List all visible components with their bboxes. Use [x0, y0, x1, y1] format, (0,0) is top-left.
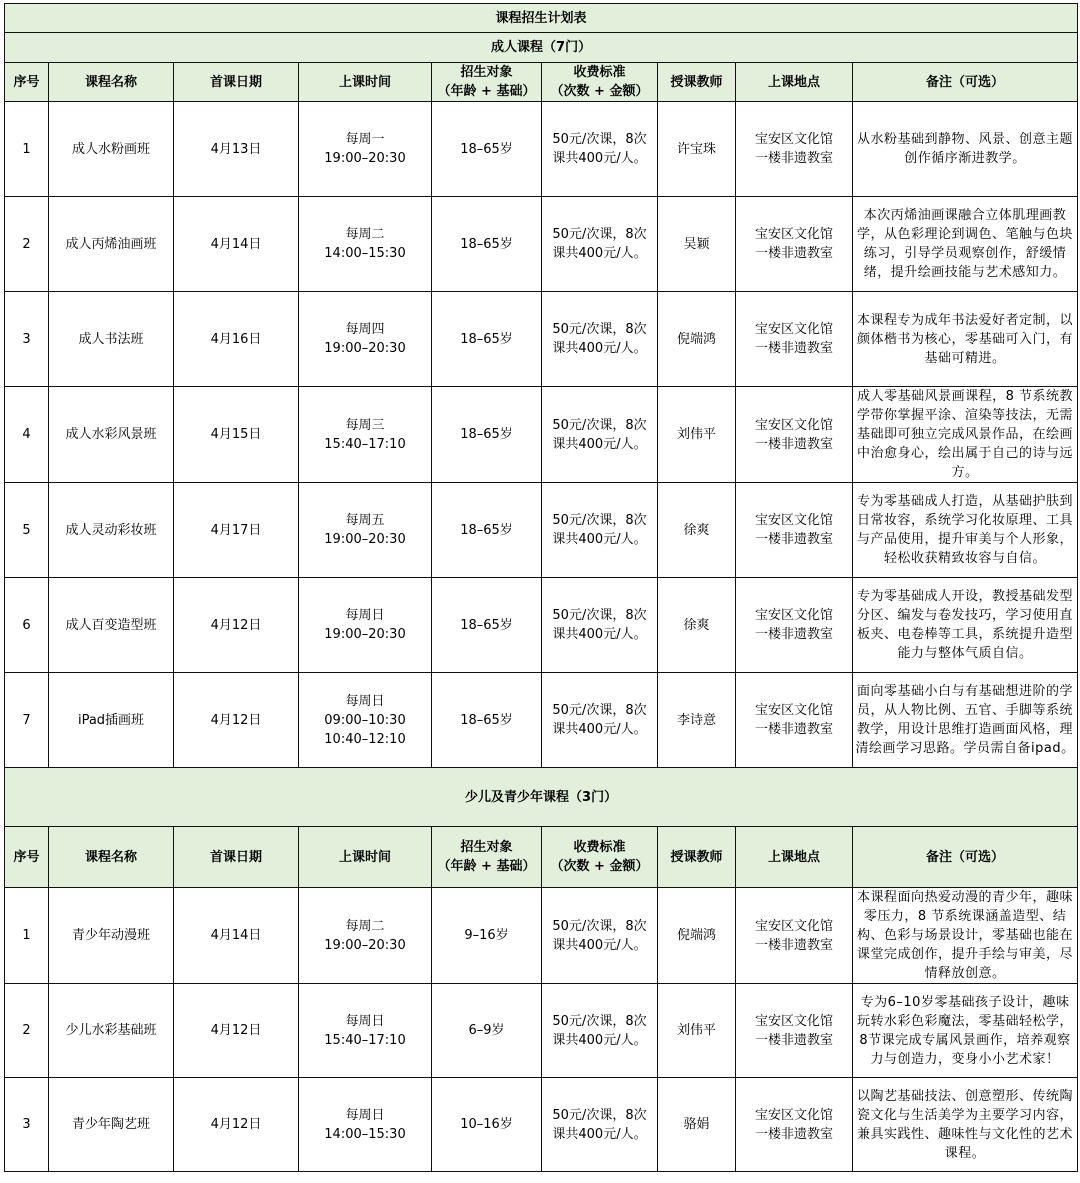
row-course-name: 成人丙烯油画班	[49, 197, 174, 292]
row-fee-line: 课共400元/人。	[552, 246, 647, 261]
row-teacher: 李诗意	[658, 673, 736, 768]
row-time-line: 19:00–20:30	[324, 341, 406, 356]
row-fee-line: 课共400元/人。	[552, 1032, 647, 1048]
row-time-line: 每周日	[345, 693, 385, 709]
header-target-line: （年龄 + 基础）	[437, 859, 536, 874]
row-location-line: 宝安区文化馆	[754, 1013, 833, 1029]
row-seq: 5	[5, 483, 49, 578]
row-location-line: 一楼非遗教室	[754, 1126, 833, 1142]
row-target: 18–65岁	[432, 578, 542, 673]
row-seq: 4	[5, 387, 49, 483]
row-fee-line: 50元/次课，8次	[552, 608, 647, 623]
row-teacher: 徐爽	[658, 483, 736, 578]
row-fee	[542, 673, 658, 768]
row-first-date: 4月14日	[174, 197, 299, 292]
row-time	[299, 888, 432, 984]
row-seq: 1	[5, 102, 49, 197]
row-time	[299, 387, 432, 483]
section-title: 成人课程（7门）	[5, 33, 1078, 63]
header-target-line: 招生对象	[460, 840, 513, 855]
row-target: 9–16岁	[432, 888, 542, 984]
row-teacher: 刘伟平	[658, 387, 736, 483]
row-time-line: 19:00–20:30	[324, 937, 406, 953]
row-fee	[542, 578, 658, 673]
header-row	[5, 63, 1078, 102]
row-location-line: 一楼非遗教室	[754, 1032, 833, 1048]
row-first-date: 4月12日	[174, 673, 299, 768]
row-time	[299, 1078, 432, 1172]
row-fee-line: 50元/次课，8次	[552, 1107, 647, 1123]
row-note: 专为6–10岁零基础孩子设计，趣味玩转水彩色彩魔法，零基础轻松学，8节课完成专属风景画作，培养观察力与创造力，变身小小艺术家！	[853, 984, 1078, 1078]
row-fee-line: 50元/次课，8次	[552, 322, 647, 337]
table-row	[5, 1078, 1078, 1172]
row-first-date: 4月17日	[174, 483, 299, 578]
row-first-date: 4月14日	[174, 888, 299, 984]
row-time	[299, 292, 432, 387]
row-target: 18–65岁	[432, 197, 542, 292]
row-time-line: 每周二	[345, 918, 385, 934]
row-fee	[542, 102, 658, 197]
header-time: 上课时间	[299, 63, 432, 102]
row-fee	[542, 1078, 658, 1172]
row-course-name: 成人书法班	[49, 292, 174, 387]
header-fee	[542, 63, 658, 102]
header-location: 上课地点	[736, 63, 853, 102]
header-name: 课程名称	[49, 827, 174, 888]
row-fee	[542, 197, 658, 292]
row-course-name: iPad插画班	[49, 673, 174, 768]
row-location	[736, 578, 853, 673]
row-course-name: 青少年陶艺班	[49, 1078, 174, 1172]
row-fee-line: 课共400元/人。	[552, 532, 647, 547]
header-fee-line: 收费标准	[573, 840, 626, 855]
row-fee-line: 50元/次课，8次	[552, 1013, 647, 1029]
row-target: 18–65岁	[432, 102, 542, 197]
row-fee-line: 课共400元/人。	[552, 151, 647, 166]
row-location	[736, 888, 853, 984]
row-teacher: 骆娟	[658, 1078, 736, 1172]
table-row	[5, 387, 1078, 483]
row-location	[736, 387, 853, 483]
row-target: 18–65岁	[432, 483, 542, 578]
row-location	[736, 292, 853, 387]
row-fee-line: 课共400元/人。	[552, 436, 647, 452]
row-time-line: 19:00–20:30	[324, 627, 406, 642]
row-location-line: 宝安区文化馆	[754, 227, 833, 242]
header-seq: 序号	[5, 63, 49, 102]
row-fee	[542, 387, 658, 483]
table-row	[5, 984, 1078, 1078]
row-fee-line: 课共400元/人。	[552, 937, 647, 953]
row-fee	[542, 984, 658, 1078]
row-seq: 7	[5, 673, 49, 768]
header-fee-line: 收费标准	[573, 65, 626, 80]
row-location-line: 宝安区文化馆	[754, 608, 833, 623]
row-first-date: 4月13日	[174, 102, 299, 197]
row-target: 6–9岁	[432, 984, 542, 1078]
row-fee-line: 50元/次课，8次	[552, 918, 647, 934]
row-time-line: 每周日	[345, 1107, 385, 1123]
header-target	[432, 63, 542, 102]
row-location	[736, 102, 853, 197]
row-time-line: 每周日	[345, 1013, 385, 1029]
header-fee-line: （次数 + 金额）	[550, 859, 649, 874]
row-time-line: 每周三	[345, 417, 385, 433]
row-note: 面向零基础小白与有基础想进阶的学员，从人物比例、五官、手脚等系统教学，用设计思维打造画面风格，理清绘画学习思路。学员需自备ipad。	[853, 673, 1078, 768]
row-note: 从水粉基础到静物、风景、创意主题创作循序渐进教学。	[853, 102, 1078, 197]
row-location-line: 一楼非遗教室	[754, 341, 833, 356]
header-target	[432, 827, 542, 888]
header-fee	[542, 827, 658, 888]
row-location	[736, 197, 853, 292]
row-fee-line: 课共400元/人。	[552, 341, 647, 356]
row-fee-line: 50元/次课，8次	[552, 227, 647, 242]
table-row	[5, 102, 1078, 197]
row-time	[299, 578, 432, 673]
row-time	[299, 984, 432, 1078]
header-teacher: 授课教师	[658, 63, 736, 102]
row-seq: 6	[5, 578, 49, 673]
header-target-line: （年龄 + 基础）	[437, 84, 536, 99]
row-first-date: 4月12日	[174, 984, 299, 1078]
row-seq: 3	[5, 1078, 49, 1172]
row-teacher: 许宝珠	[658, 102, 736, 197]
row-course-name: 成人水彩风景班	[49, 387, 174, 483]
row-time-line: 每周二	[345, 227, 385, 242]
row-course-name: 成人灵动彩妆班	[49, 483, 174, 578]
row-time-line: 每周一	[345, 132, 385, 147]
enrollment-plan-table	[4, 3, 1078, 1172]
row-target: 18–65岁	[432, 292, 542, 387]
row-note: 成人零基础风景画课程，8 节系统教学带你掌握平涂、渲染等技法，无需基础即可独立完成风景作品，在绘画中治愈身心，绘出属于自己的诗与远方。	[853, 387, 1078, 483]
row-note: 本次丙烯油画课融合立体肌理画教学，从色彩理论到调色、笔触与色块练习，引导学员观察创作，舒缓情绪，提升绘画技能与艺术感知力。	[853, 197, 1078, 292]
row-location-line: 宝安区文化馆	[754, 132, 833, 147]
header-target-line: 招生对象	[460, 65, 513, 80]
row-time-line: 09:00–10:30	[324, 712, 406, 728]
row-note: 专为零基础成人开设，教授基础发型分区、编发与卷发技巧，学习使用直板夹、电卷棒等工具，系统提升造型能力与整体气质自信。	[853, 578, 1078, 673]
row-location	[736, 483, 853, 578]
row-first-date: 4月16日	[174, 292, 299, 387]
row-note: 本课程面向热爱动漫的青少年，趣味零压力，8 节系统课涵盖造型、结构、色彩与场景设计，零基础也能在课堂完成创作，提升手绘与审美，尽情释放创意。	[853, 888, 1078, 984]
row-fee-line: 50元/次课，8次	[552, 132, 647, 147]
row-first-date: 4月12日	[174, 578, 299, 673]
row-time	[299, 197, 432, 292]
row-teacher: 徐爽	[658, 578, 736, 673]
row-location-line: 宝安区文化馆	[754, 322, 833, 337]
row-fee-line: 50元/次课，8次	[552, 513, 647, 528]
row-location-line: 宝安区文化馆	[754, 417, 833, 433]
row-location-line: 一楼非遗教室	[754, 937, 833, 953]
row-location-line: 一楼非遗教室	[754, 436, 833, 452]
row-fee-line: 课共400元/人。	[552, 1126, 647, 1142]
row-location-line: 一楼非遗教室	[754, 627, 833, 642]
table-row	[5, 483, 1078, 578]
header-time: 上课时间	[299, 827, 432, 888]
row-time-line: 15:40–17:10	[324, 436, 406, 452]
row-course-name: 少儿水彩基础班	[49, 984, 174, 1078]
table-row	[5, 888, 1078, 984]
header-location: 上课地点	[736, 827, 853, 888]
row-fee-line: 课共400元/人。	[552, 627, 647, 642]
row-fee-line: 50元/次课，8次	[552, 417, 647, 433]
row-time-line: 19:00–20:30	[324, 532, 406, 547]
row-location-line: 宝安区文化馆	[754, 513, 833, 528]
row-time-line: 每周五	[345, 513, 385, 528]
row-teacher: 倪端鸿	[658, 888, 736, 984]
row-first-date: 4月12日	[174, 1078, 299, 1172]
row-location	[736, 673, 853, 768]
row-location-line: 一楼非遗教室	[754, 151, 833, 166]
row-course-name: 成人水粉画班	[49, 102, 174, 197]
row-note: 以陶艺基础技法、创意塑形、传统陶瓷文化与生活美学为主要学习内容，兼具实践性、趣味性与文化性的艺术课程。	[853, 1078, 1078, 1172]
row-time	[299, 673, 432, 768]
row-time-line: 14:00–15:30	[324, 246, 406, 261]
row-target: 10–16岁	[432, 1078, 542, 1172]
row-teacher: 吴颖	[658, 197, 736, 292]
row-seq: 2	[5, 197, 49, 292]
row-fee	[542, 483, 658, 578]
row-fee	[542, 292, 658, 387]
table-row	[5, 197, 1078, 292]
row-course-name: 成人百变造型班	[49, 578, 174, 673]
row-fee-line: 课共400元/人。	[552, 722, 647, 737]
header-row	[5, 827, 1078, 888]
row-seq: 3	[5, 292, 49, 387]
row-location-line: 一楼非遗教室	[754, 722, 833, 737]
table-row	[5, 673, 1078, 768]
row-time-line: 每周四	[345, 322, 385, 337]
row-location	[736, 1078, 853, 1172]
section-title: 少儿及青少年课程（3门）	[5, 768, 1078, 827]
row-time-line: 15:40–17:10	[324, 1032, 406, 1048]
row-target: 18–65岁	[432, 673, 542, 768]
header-note: 备注（可选）	[853, 63, 1078, 102]
row-location-line: 宝安区文化馆	[754, 918, 833, 934]
row-seq: 1	[5, 888, 49, 984]
row-teacher: 倪端鸿	[658, 292, 736, 387]
row-target: 18–65岁	[432, 387, 542, 483]
row-seq: 2	[5, 984, 49, 1078]
row-first-date: 4月15日	[174, 387, 299, 483]
row-time-line: 14:00–15:30	[324, 1126, 406, 1142]
header-first-date: 首课日期	[174, 63, 299, 102]
header-note: 备注（可选）	[853, 827, 1078, 888]
table-title: 课程招生计划表	[5, 4, 1078, 33]
table-row	[5, 578, 1078, 673]
row-location-line: 一楼非遗教室	[754, 246, 833, 261]
row-note: 专为零基础成人打造，从基础护肤到日常妆容，系统学习化妆原理、工具与产品使用，提升审美与个人形象，轻松收获精致妆容与自信。	[853, 483, 1078, 578]
header-first-date: 首课日期	[174, 827, 299, 888]
row-time-line: 每周日	[345, 608, 385, 623]
row-location-line: 一楼非遗教室	[754, 532, 833, 547]
header-teacher: 授课教师	[658, 827, 736, 888]
row-location-line: 宝安区文化馆	[754, 1107, 833, 1123]
row-note: 本课程专为成年书法爱好者定制，以颜体楷书为核心，零基础可入门，有基础可精进。	[853, 292, 1078, 387]
row-time-line: 19:00–20:30	[324, 151, 406, 166]
row-fee	[542, 888, 658, 984]
row-course-name: 青少年动漫班	[49, 888, 174, 984]
row-location-line: 宝安区文化馆	[754, 703, 833, 718]
header-name: 课程名称	[49, 63, 174, 102]
row-time	[299, 102, 432, 197]
header-fee-line: （次数 + 金额）	[550, 84, 649, 99]
row-time-line: 10:40–12:10	[324, 731, 406, 747]
header-seq: 序号	[5, 827, 49, 888]
table-row	[5, 292, 1078, 387]
row-teacher: 刘伟平	[658, 984, 736, 1078]
row-time	[299, 483, 432, 578]
row-fee-line: 50元/次课，8次	[552, 703, 647, 718]
row-location	[736, 984, 853, 1078]
